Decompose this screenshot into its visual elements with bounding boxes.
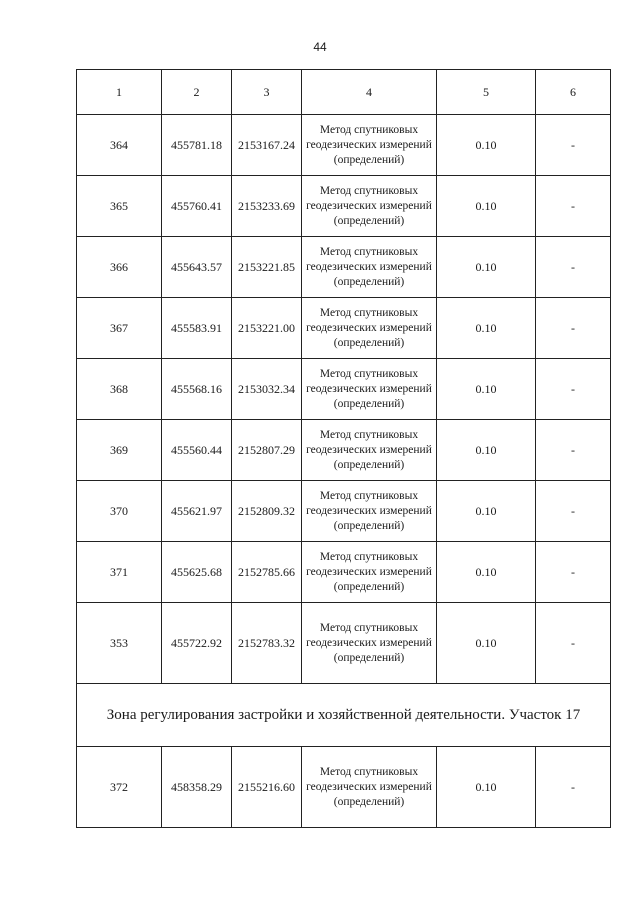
- method: Метод спутниковых геодезических измерений (определений): [302, 298, 437, 359]
- point-number: 369: [77, 420, 162, 481]
- point-number: 372: [77, 747, 162, 828]
- note: -: [536, 237, 611, 298]
- page-number: 44: [313, 40, 327, 54]
- header-cell: 3: [232, 70, 302, 115]
- note: -: [536, 481, 611, 542]
- coord-x: 455760.41: [162, 176, 232, 237]
- table-row: [77, 542, 611, 603]
- coord-y: 2155216.60: [232, 747, 302, 828]
- table-row: [77, 603, 611, 684]
- header-cell: 5: [437, 70, 536, 115]
- accuracy: 0.10: [437, 115, 536, 176]
- note: -: [536, 176, 611, 237]
- coord-y: 2153221.00: [232, 298, 302, 359]
- table-row: [77, 420, 611, 481]
- table-row: [77, 176, 611, 237]
- zone-title: Зона регулирования застройки и хозяйственной деятельности. Участок 17: [77, 684, 611, 747]
- coord-y: 2152807.29: [232, 420, 302, 481]
- header-cell: 2: [162, 70, 232, 115]
- coord-x: 455621.97: [162, 481, 232, 542]
- coord-x: 458358.29: [162, 747, 232, 828]
- coord-x: 455722.92: [162, 603, 232, 684]
- accuracy: 0.10: [437, 481, 536, 542]
- coord-x: 455583.91: [162, 298, 232, 359]
- method: Метод спутниковых геодезических измерений (определений): [302, 359, 437, 420]
- accuracy: 0.10: [437, 747, 536, 828]
- coord-y: 2152783.32: [232, 603, 302, 684]
- table-header-row: [77, 70, 611, 115]
- header-cell: 4: [302, 70, 437, 115]
- point-number: 367: [77, 298, 162, 359]
- method: Метод спутниковых геодезических измерений (определений): [302, 420, 437, 481]
- accuracy: 0.10: [437, 176, 536, 237]
- table-row: [77, 237, 611, 298]
- coord-y: 2152809.32: [232, 481, 302, 542]
- accuracy: 0.10: [437, 603, 536, 684]
- note: -: [536, 359, 611, 420]
- coord-x: 455781.18: [162, 115, 232, 176]
- accuracy: 0.10: [437, 298, 536, 359]
- point-number: 370: [77, 481, 162, 542]
- accuracy: 0.10: [437, 420, 536, 481]
- point-number: 371: [77, 542, 162, 603]
- coordinates-table: [76, 69, 611, 828]
- method: Метод спутниковых геодезических измерений (определений): [302, 481, 437, 542]
- method: Метод спутниковых геодезических измерений (определений): [302, 603, 437, 684]
- note: -: [536, 420, 611, 481]
- method: Метод спутниковых геодезических измерений (определений): [302, 747, 437, 828]
- method: Метод спутниковых геодезических измерений (определений): [302, 237, 437, 298]
- accuracy: 0.10: [437, 237, 536, 298]
- coord-y: 2152785.66: [232, 542, 302, 603]
- point-number: 365: [77, 176, 162, 237]
- coord-y: 2153032.34: [232, 359, 302, 420]
- method: Метод спутниковых геодезических измерений (определений): [302, 115, 437, 176]
- header-cell: 1: [77, 70, 162, 115]
- header-cell: 6: [536, 70, 611, 115]
- coord-y: 2153221.85: [232, 237, 302, 298]
- zone-title-row: [77, 684, 611, 747]
- coord-y: 2153233.69: [232, 176, 302, 237]
- point-number: 364: [77, 115, 162, 176]
- note: -: [536, 298, 611, 359]
- table-row: [77, 359, 611, 420]
- point-number: 366: [77, 237, 162, 298]
- point-number: 353: [77, 603, 162, 684]
- table-row: [77, 481, 611, 542]
- point-number: 368: [77, 359, 162, 420]
- table-row: [77, 298, 611, 359]
- accuracy: 0.10: [437, 359, 536, 420]
- note: -: [536, 603, 611, 684]
- note: -: [536, 542, 611, 603]
- coord-x: 455643.57: [162, 237, 232, 298]
- table-row: [77, 747, 611, 828]
- coord-x: 455625.68: [162, 542, 232, 603]
- method: Метод спутниковых геодезических измерений (определений): [302, 176, 437, 237]
- note: -: [536, 115, 611, 176]
- note: -: [536, 747, 611, 828]
- accuracy: 0.10: [437, 542, 536, 603]
- coord-x: 455568.16: [162, 359, 232, 420]
- method: Метод спутниковых геодезических измерений (определений): [302, 542, 437, 603]
- coord-x: 455560.44: [162, 420, 232, 481]
- coord-y: 2153167.24: [232, 115, 302, 176]
- table-row: [77, 115, 611, 176]
